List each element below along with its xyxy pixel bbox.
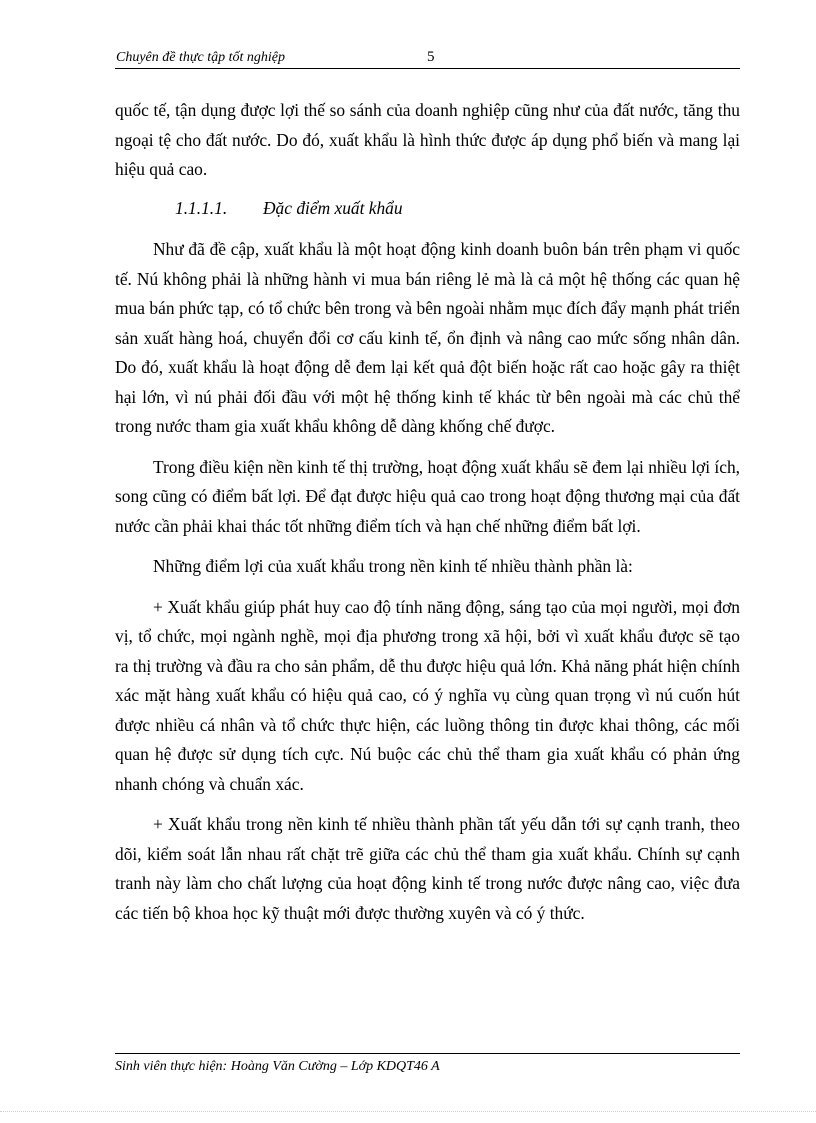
paragraph-continuation: quốc tế, tận dụng được lợi thế so sánh của doanh nghiệp cũng như của đất nước, tăng thu ngoại tệ cho đất nước. Do đó, xuất khẩu là hình thức được áp dụng phổ biến và mang lại hiệu quả cao.	[115, 100, 740, 179]
paragraph: Như đã đề cập, xuất khẩu là một hoạt động kinh doanh buôn bán trên phạm vi quốc tế. Nú không phải là những hành vi mua bán riêng lẻ mà là cả một hệ thống các quan hệ mua bán phức tạp, có tổ chức bên trong và bên ngoài nhằm mục đích đẩy mạnh phát triển sản xuất hàng hoá, chuyển đổi cơ cấu kinh tế, ổn định và nâng cao mức sống nhân dân. Do đó, xuất khẩu là hoạt động dễ đem lại kết quả đột biến hoặc rất cao hoặc gây ra thiệt hại lớn, vì nú phải đối đầu với một hệ thống kinh tế khác từ bên ngoài mà các chủ thể trong nước tham gia xuất khẩu không dễ dàng khống chế được.	[115, 239, 740, 436]
header-title: Chuyên đề thực tập tốt nghiệp	[116, 50, 285, 65]
page-footer	[115, 1053, 740, 1075]
page-number: 5	[427, 49, 435, 65]
page-bottom-divider	[0, 1111, 816, 1112]
paragraph-bullet: + Xuất khẩu giúp phát huy cao độ tính năng động, sáng tạo của mọi người, mọi đơn vị, tổ chức, mọi ngành nghề, mọi địa phương trong xã hội, bởi vì xuất khẩu được sẽ tạo ra thị trường và đầu ra cho sản phẩm, dễ thu được hiệu quả lớn. Khả năng phát hiện chính xác mặt hàng xuất khẩu có hiệu quả cao, có ý nghĩa vụ cùng quan trọng vì nú cuốn hút được nhiều cá nhân và tổ chức thực hiện, các luồng thông tin được khai thông, các mối quan hệ được sử dụng tích cực. Nú buộc các chủ thể tham gia xuất khẩu có phản ứng nhanh chóng và chuẩn xác.	[115, 596, 740, 794]
page-header	[115, 48, 740, 69]
paragraph-bullet: + Xuất khẩu trong nền kinh tế nhiều thành phần tất yếu dẫn tới sự cạnh tranh, theo dõi, kiểm soát lẫn nhau rất chặt trẽ giữa các chủ thể tham gia xuất khẩu. Chính sự cạnh tranh này làm cho chất lượng của hoạt động kinh tế trong nước được nâng cao, việc đưa các tiến bộ khoa học kỹ thuật mới được thường xuyên và có ý thức.	[115, 814, 740, 923]
footer-author: Sinh viên thực hiện: Hoàng Văn Cường – Lớp KDQT46 A	[115, 1059, 440, 1074]
section-heading	[115, 194, 740, 224]
document-body	[115, 96, 740, 939]
paragraph: Những điểm lợi của xuất khẩu trong nền kinh tế nhiều thành phần là:	[153, 556, 633, 576]
section-number: 1.1.1.1.	[175, 197, 228, 218]
paragraph: Trong điều kiện nền kinh tế thị trường, hoạt động xuất khẩu sẽ đem lại nhiều lợi ích, song cũng có điểm bất lợi. Để đạt được hiệu quả cao trong hoạt động thương mại của đất nước cần phải khai thác tốt những điểm tích và hạn chế những điểm bất lợi.	[115, 456, 740, 536]
section-title: Đặc điểm xuất khẩu	[263, 197, 403, 218]
